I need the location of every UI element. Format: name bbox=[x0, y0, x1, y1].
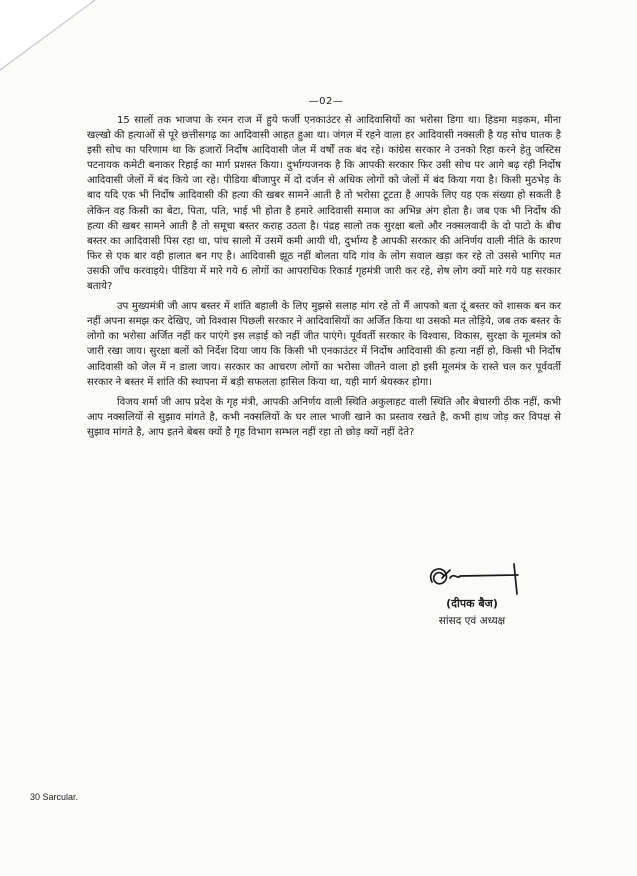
folded-corner bbox=[0, 0, 110, 80]
paragraph-3: विजय शर्मा जी आप प्रदेश के गृह मंत्री, आपकी अनिर्णय वाली स्थिति अकुलाहट वाली स्थिति और बेचारगी ठीक नहीं, कभी आप नक्सलियों से सुझाव मांगते है, कभी नक्सलियों के घर लाल भाजी खाने का प्रस्ताव रखते है, कभी हाथ जोड़ कर विपक्ष से सुझाव मांगते है, आप इतने बेबस क्यों है गृह विभाग सम्भल नहीं रहा तो छोड़ क्यों नहीं देते? bbox=[87, 396, 561, 438]
paragraph-2: उप मुख्यमंत्री जी आप बस्तर में शांति बहाली के लिए मुझसे सलाह मांग रहे तो मैं आपको बता दूं बस्तर को शासक बन कर नहीं अपना समझ कर देखिए, जो विश्वास पिछली सरकार ने आदिवासियों का अर्जित किया था उसको मत तोड़िये, जब तक बस्तर के लोगो का भरोसा अर्जित नहीं कर पाएंगे इस लड़ाई को नहीं जीत पाएंगे। पूर्ववर्ती सरकार के विश्वास, विकास, सुरक्षा के मूलमंत्र को जारी रखा जाय। सुरक्षा बलों को निर्देश दिया जाय कि किसी भी एनकाउंटर में निर्दोष आदिवासी की हत्या नहीं हो, किसी भी निर्दोष आदिवासी को जेल में न डाला जाय। सरकार का आचरण लोगों का भरोसा जीतने वाला हो इसी मूलमंत्र के रास्ते चल कर पूर्ववर्ती सरकार ने बस्तर में शांति की स्थापना में बड़ी सफलता हासिल किया था, यही मार्ग श्रेयस्कर होगा। bbox=[87, 301, 561, 388]
signatory-name: (दीपक बैज) bbox=[446, 597, 498, 610]
paragraph-1: 15 सालों तक भाजपा के रमन राज में हुये फर्जी एनकाउंटर से आदिवासियों का भरोसा डिगा था। हिडमा मड़कम, मीना खल्खो की हत्याओं से पूरे छत्तीसगढ़ का आदिवासी आहत हुआ था। जंगल में रहने वाला हर आदिवासी नक्सली है यह सोच घातक है इसी सोच का परिणाम था कि हजारों निर्दोष आदिवासी जेल में वर्षों तक बंद रहे। कांग्रेस सरकार ने उनको रिहा करने हेतु जस्टिस पटनायक कमेटी बनाकर रिहाई का मार्ग प्रशस्त किया। दुर्भाग्यजनक है कि आपकी सरकार फिर उसी सोच पर आगे बढ़ रही निर्दोष आदिवासी जेलों में बंद किये जा रहे। पीडिया बीजापुर में दो दर्जन से अधिक लोगों को जेलों में बंद किया गया है। किसी मुठभेड़ के बाद यदि एक भी निर्दोष आदिवासी की हत्या की खबर सामने आती है तो भरोसा टूटता है आपके लिए यह एक संख्या हो सकती है लेकिन वह किसी का बेटा, पिता, पति, भाई भी होता है हमारे आदिवासी समाज का अभिन्न अंग होता है। जब एक भी निर्दोष की हत्या की खबर सामने आती है तो समूचा बस्तर कराह उठता है। पंद्रह सालो तक सुरक्षा बलो और नक्सलवादी के दो पाटो के बीच बस्तर का आदिवासी पिस रहा था, पांच सालो में उसमें कमी आयी थी, दुर्भाग्य है आपकी सरकार की अनिर्णय वाली नीति के कारण फिर से एक बार वही हालात बन गए है। आदिवासी झूठ नहीं बोलता यदि गांव के लोग सवाल खड़ा कर रहे तो उससे भागिए मत उसकी जाँच करवाइये। पीडिया में मारे गये 6 लोगों का आपराधिक रिकार्ड गृहमंत्री जारी कर रहे, शेष लोग क्यों मारे गये यह सरकार बताये? bbox=[87, 115, 561, 293]
signatory-title: सांसद एवं अध्यक्ष bbox=[438, 615, 506, 627]
handwritten-signature bbox=[420, 560, 524, 598]
signature-block bbox=[412, 560, 532, 628]
letter-body bbox=[87, 113, 561, 445]
footer-note: 30 Sarcular. bbox=[30, 792, 79, 802]
page-number: —02— bbox=[308, 96, 344, 107]
